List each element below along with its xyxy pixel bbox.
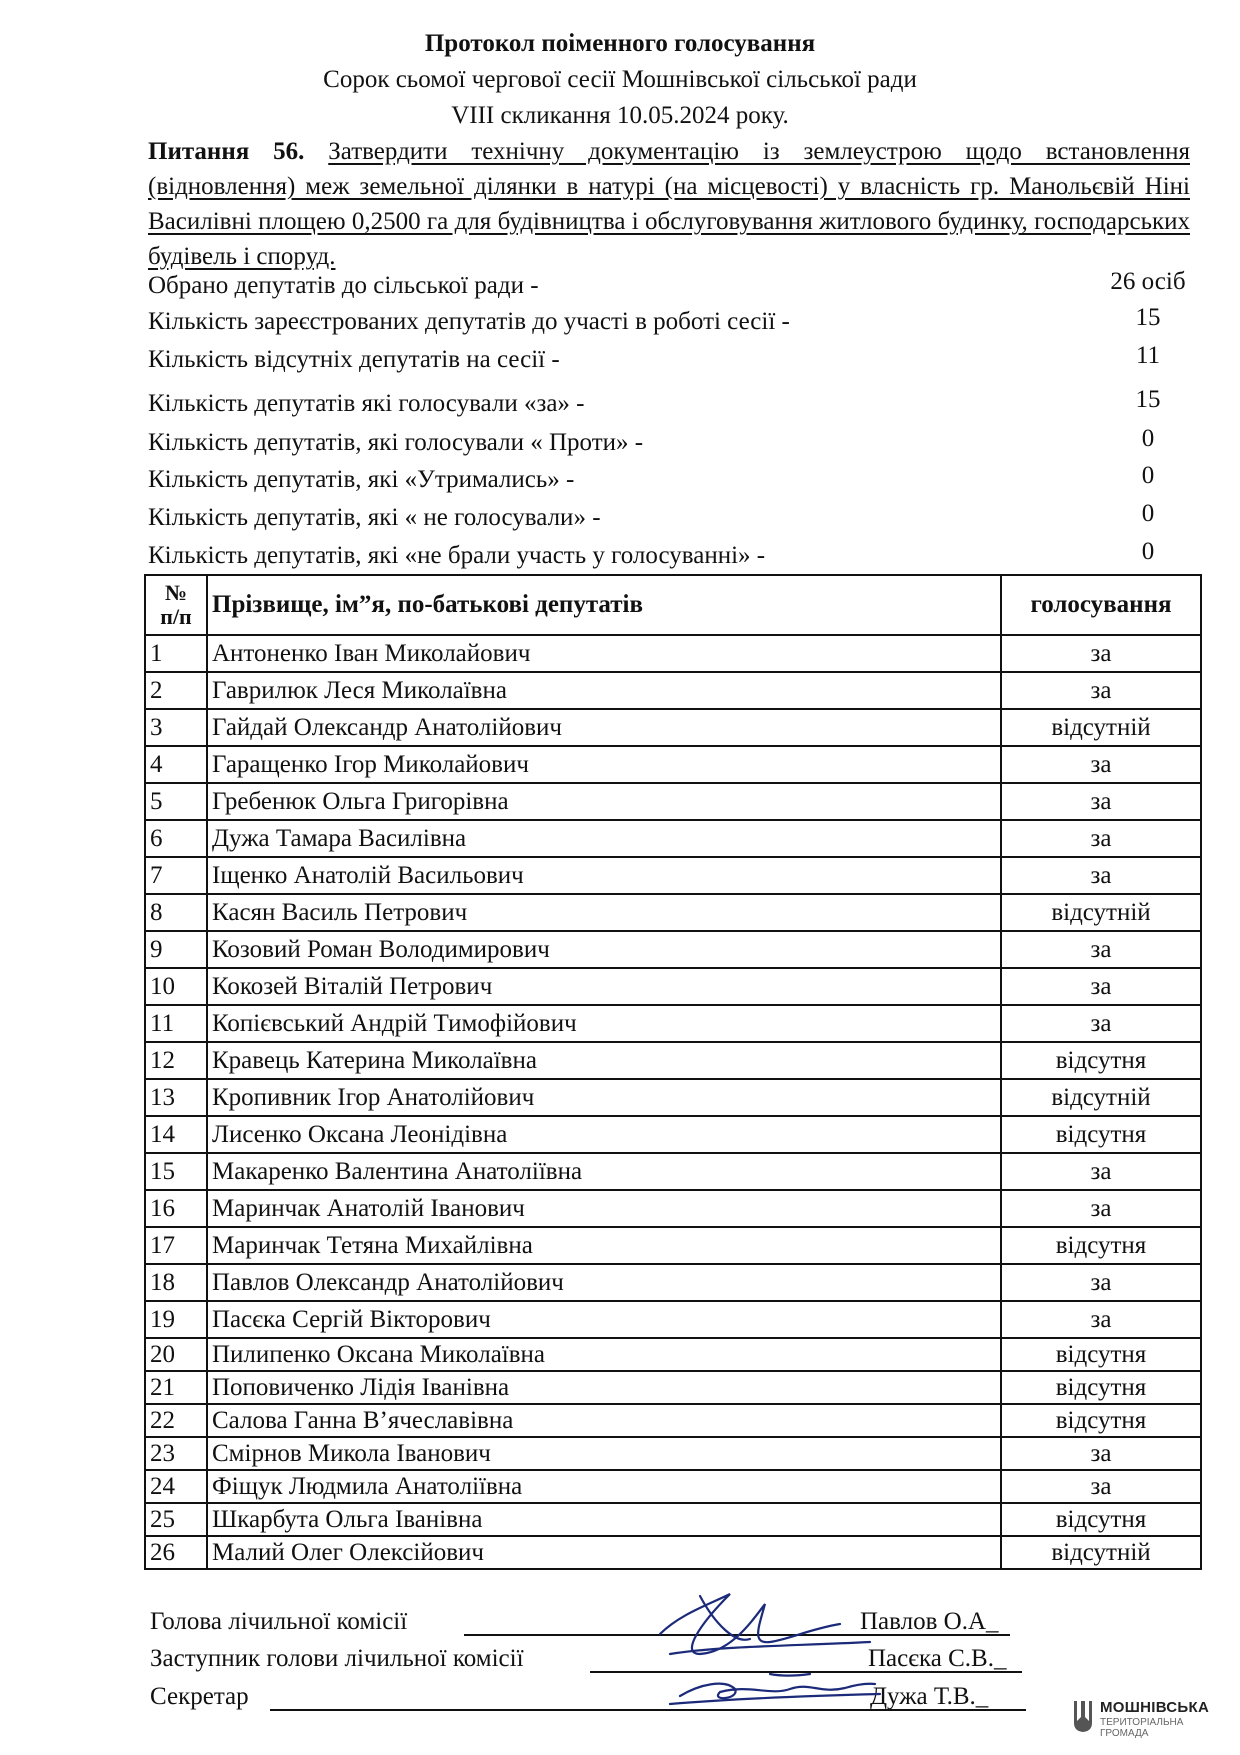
deputy-name: Гаращенко Ігор Миколайович: [207, 746, 1001, 783]
table-row: [145, 820, 1201, 857]
table-row: [145, 1503, 1201, 1536]
deputy-vote: відсутня: [1001, 1404, 1201, 1437]
deputy-name: Кропивник Ігор Анатолійович: [207, 1079, 1001, 1116]
trident-emblem-icon: [1072, 1699, 1094, 1733]
row-number: 3: [145, 709, 207, 746]
deputy-name: Гайдай Олександр Анатолійович: [207, 709, 1001, 746]
table-row: [145, 1338, 1201, 1371]
stat-row: [148, 538, 1188, 576]
deputy-vote: відсутня: [1001, 1042, 1201, 1079]
stat-value: 26 осіб: [1110, 268, 1186, 295]
table-row: [145, 1301, 1201, 1338]
row-number: 16: [145, 1190, 207, 1227]
stat-row: [148, 268, 1188, 306]
deputy-vote: відсутній: [1001, 894, 1201, 931]
row-number: 14: [145, 1116, 207, 1153]
session-line: Сорок сьомої чергової сесії Мошнівської сільської ради: [323, 66, 917, 93]
deputy-name: Кравець Катерина Миколаївна: [207, 1042, 1001, 1079]
deputy-vote: відсутня: [1001, 1227, 1201, 1264]
row-number: 9: [145, 931, 207, 968]
deputy-vote: відсутній: [1001, 709, 1201, 746]
deputy-name: Гаврилюк Леся Миколаївна: [207, 672, 1001, 709]
stat-label: Кількість депутатів, які голосували « Проти» -: [148, 429, 644, 456]
row-number: 13: [145, 1079, 207, 1116]
convocation-date-line: VIII скликання 10.05.2024 року.: [451, 102, 789, 129]
stat-value: 0: [1141, 538, 1155, 565]
stat-row: [148, 304, 1188, 342]
deputy-vote: за: [1001, 857, 1201, 894]
table-row: [145, 1437, 1201, 1470]
row-number: 23: [145, 1437, 207, 1470]
handwritten-signatures: [640, 1584, 900, 1734]
deputy-vote: за: [1001, 1264, 1201, 1301]
logo-text-line1: МОШНІВСЬКА: [1100, 1699, 1210, 1716]
row-number: 2: [145, 672, 207, 709]
logo-text-line2: [1100, 1717, 1183, 1739]
deputy-vote: відсутня: [1001, 1371, 1201, 1404]
table-row: [145, 1116, 1201, 1153]
table-row: [145, 635, 1201, 672]
deputy-name: Малий Олег Олексійович: [207, 1536, 1001, 1569]
deputy-name: Антоненко Іван Миколайович: [207, 635, 1001, 672]
deputy-vote: за: [1001, 783, 1201, 820]
stat-row: [148, 386, 1188, 424]
row-number: 7: [145, 857, 207, 894]
row-number: 20: [145, 1338, 207, 1371]
signature-role: Голова лічильної комісії: [150, 1608, 408, 1635]
row-number: 8: [145, 894, 207, 931]
deputy-vote: відсутній: [1001, 1079, 1201, 1116]
stat-value: 0: [1141, 425, 1155, 452]
table-row: [145, 783, 1201, 820]
stat-value: 11: [1135, 342, 1161, 369]
deputy-name: Павлов Олександр Анатолійович: [207, 1264, 1001, 1301]
deputy-name: Копієвський Андрій Тимофійович: [207, 1005, 1001, 1042]
table-header-row: [145, 575, 1201, 635]
stat-value: 15: [1135, 386, 1161, 413]
stat-label: Кількість депутатів, які «не брали участь у голосуванні» -: [148, 542, 766, 569]
table-row: [145, 968, 1201, 1005]
deputy-name: Іщенко Анатолій Васильович: [207, 857, 1001, 894]
table-row: [145, 1042, 1201, 1079]
deputy-name: Салова Ганна В’ячеславівна: [207, 1404, 1001, 1437]
stat-value: 15: [1135, 304, 1161, 331]
row-number: 21: [145, 1371, 207, 1404]
table-row: [145, 894, 1201, 931]
deputy-name: Макаренко Валентина Анатоліївна: [207, 1153, 1001, 1190]
deputy-name: Козовий Роман Володимирович: [207, 931, 1001, 968]
deputy-vote: відсутній: [1001, 1536, 1201, 1569]
deputy-vote: за: [1001, 635, 1201, 672]
deputy-vote: відсутня: [1001, 1338, 1201, 1371]
header-number-line2: п/п: [160, 604, 192, 629]
row-number: 26: [145, 1536, 207, 1569]
logo-line2: ТЕРИТОРІАЛЬНА: [1100, 1717, 1184, 1728]
stat-row: [148, 342, 1188, 380]
deputy-name: Дужа Тамара Василівна: [207, 820, 1001, 857]
table-row: [145, 1404, 1201, 1437]
row-number: 1: [145, 635, 207, 672]
deputy-name: Пасєка Сергій Вікторович: [207, 1301, 1001, 1338]
table-row: [145, 672, 1201, 709]
deputy-name: Гребенюк Ольга Григорівна: [207, 783, 1001, 820]
row-number: 24: [145, 1470, 207, 1503]
signature-name: Павлов О.А_: [860, 1608, 999, 1635]
table-row: [145, 1371, 1201, 1404]
row-number: 12: [145, 1042, 207, 1079]
deputy-name: Лисенко Оксана Леонідівна: [207, 1116, 1001, 1153]
logo-line3: ГРОМАДА: [1100, 1728, 1149, 1739]
deputy-vote: за: [1001, 1470, 1201, 1503]
deputy-name: Шкарбута Ольга Іванівна: [207, 1503, 1001, 1536]
deputy-name: Поповиченко Лідія Іванівна: [207, 1371, 1001, 1404]
header-number: [145, 575, 207, 635]
row-number: 22: [145, 1404, 207, 1437]
stat-value: 0: [1141, 462, 1155, 489]
row-number: 6: [145, 820, 207, 857]
community-logo: [1070, 1697, 1240, 1745]
deputy-name: Пилипенко Оксана Миколаївна: [207, 1338, 1001, 1371]
row-number: 18: [145, 1264, 207, 1301]
deputy-name: Фіщук Людмила Анатоліївна: [207, 1470, 1001, 1503]
question-text: Затвердити технічну документацію із землеустрою щодо встановлення (відновлення) меж земельної ділянки в натурі (на місцевості) у власність гр. Манольєвій Ніні Василівні площею 0,2500 га для будівництва і обслуговування житлового будинку, господарських будівель і споруд.: [148, 138, 1190, 270]
stat-row: [148, 500, 1188, 538]
stat-label: Кількість відсутніх депутатів на сесії -: [148, 346, 560, 373]
table-row: [145, 746, 1201, 783]
table-row: [145, 1153, 1201, 1190]
table-row: [145, 1470, 1201, 1503]
signature-name: Пасєка С.В._: [868, 1645, 1007, 1672]
deputy-vote: відсутня: [1001, 1116, 1201, 1153]
deputy-vote: за: [1001, 931, 1201, 968]
signature-name: Дужа Т.В._: [870, 1683, 989, 1710]
document-title: Протокол поіменного голосування: [424, 30, 816, 57]
table-row: [145, 1227, 1201, 1264]
row-number: 11: [145, 1005, 207, 1042]
table-row: [145, 709, 1201, 746]
table-row: [145, 1536, 1201, 1569]
row-number: 5: [145, 783, 207, 820]
deputy-name: Кокозей Віталій Петрович: [207, 968, 1001, 1005]
deputy-vote: за: [1001, 968, 1201, 1005]
question-number: Питання 56.: [148, 138, 305, 165]
deputy-vote: відсутня: [1001, 1503, 1201, 1536]
deputy-vote: за: [1001, 1190, 1201, 1227]
table-row: [145, 1264, 1201, 1301]
deputy-vote: за: [1001, 672, 1201, 709]
row-number: 15: [145, 1153, 207, 1190]
stat-label: Кількість депутатів які голосували «за» -: [148, 390, 585, 417]
row-number: 19: [145, 1301, 207, 1338]
deputy-vote: за: [1001, 1301, 1201, 1338]
signature-role: Секретар: [150, 1683, 249, 1710]
deputy-vote: за: [1001, 1153, 1201, 1190]
stat-row: [148, 462, 1188, 500]
stat-label: Кількість депутатів, які « не голосували» -: [148, 504, 601, 531]
header-name: Прізвище, ім”я, по-батькові депутатів: [207, 575, 1001, 635]
deputy-name: Касян Василь Петрович: [207, 894, 1001, 931]
deputy-name: Маринчак Анатолій Іванович: [207, 1190, 1001, 1227]
stat-value: 0: [1141, 500, 1155, 527]
table-row: [145, 931, 1201, 968]
row-number: 17: [145, 1227, 207, 1264]
roll-call-table: [144, 574, 1202, 1570]
header-number-line1: №: [164, 580, 188, 605]
row-number: 10: [145, 968, 207, 1005]
deputy-vote: за: [1001, 1005, 1201, 1042]
stat-label: Кількість зареєстрованих депутатів до участі в роботі сесії -: [148, 308, 790, 335]
deputy-vote: за: [1001, 746, 1201, 783]
header-vote: голосування: [1001, 575, 1201, 635]
row-number: 25: [145, 1503, 207, 1536]
stat-label: Кількість депутатів, які «Утримались» -: [148, 466, 575, 493]
deputy-name: Маринчак Тетяна Михайлівна: [207, 1227, 1001, 1264]
stat-row: [148, 425, 1188, 463]
deputy-vote: за: [1001, 1437, 1201, 1470]
table-row: [145, 1005, 1201, 1042]
row-number: 4: [145, 746, 207, 783]
deputy-name: Смірнов Микола Іванович: [207, 1437, 1001, 1470]
table-row: [145, 1079, 1201, 1116]
table-row: [145, 1190, 1201, 1227]
table-row: [145, 857, 1201, 894]
signature-role: Заступник голови лічильної комісії: [150, 1645, 524, 1672]
stat-label: Обрано депутатів до сільської ради -: [148, 272, 539, 299]
deputy-vote: за: [1001, 820, 1201, 857]
agenda-question: [148, 134, 1190, 274]
